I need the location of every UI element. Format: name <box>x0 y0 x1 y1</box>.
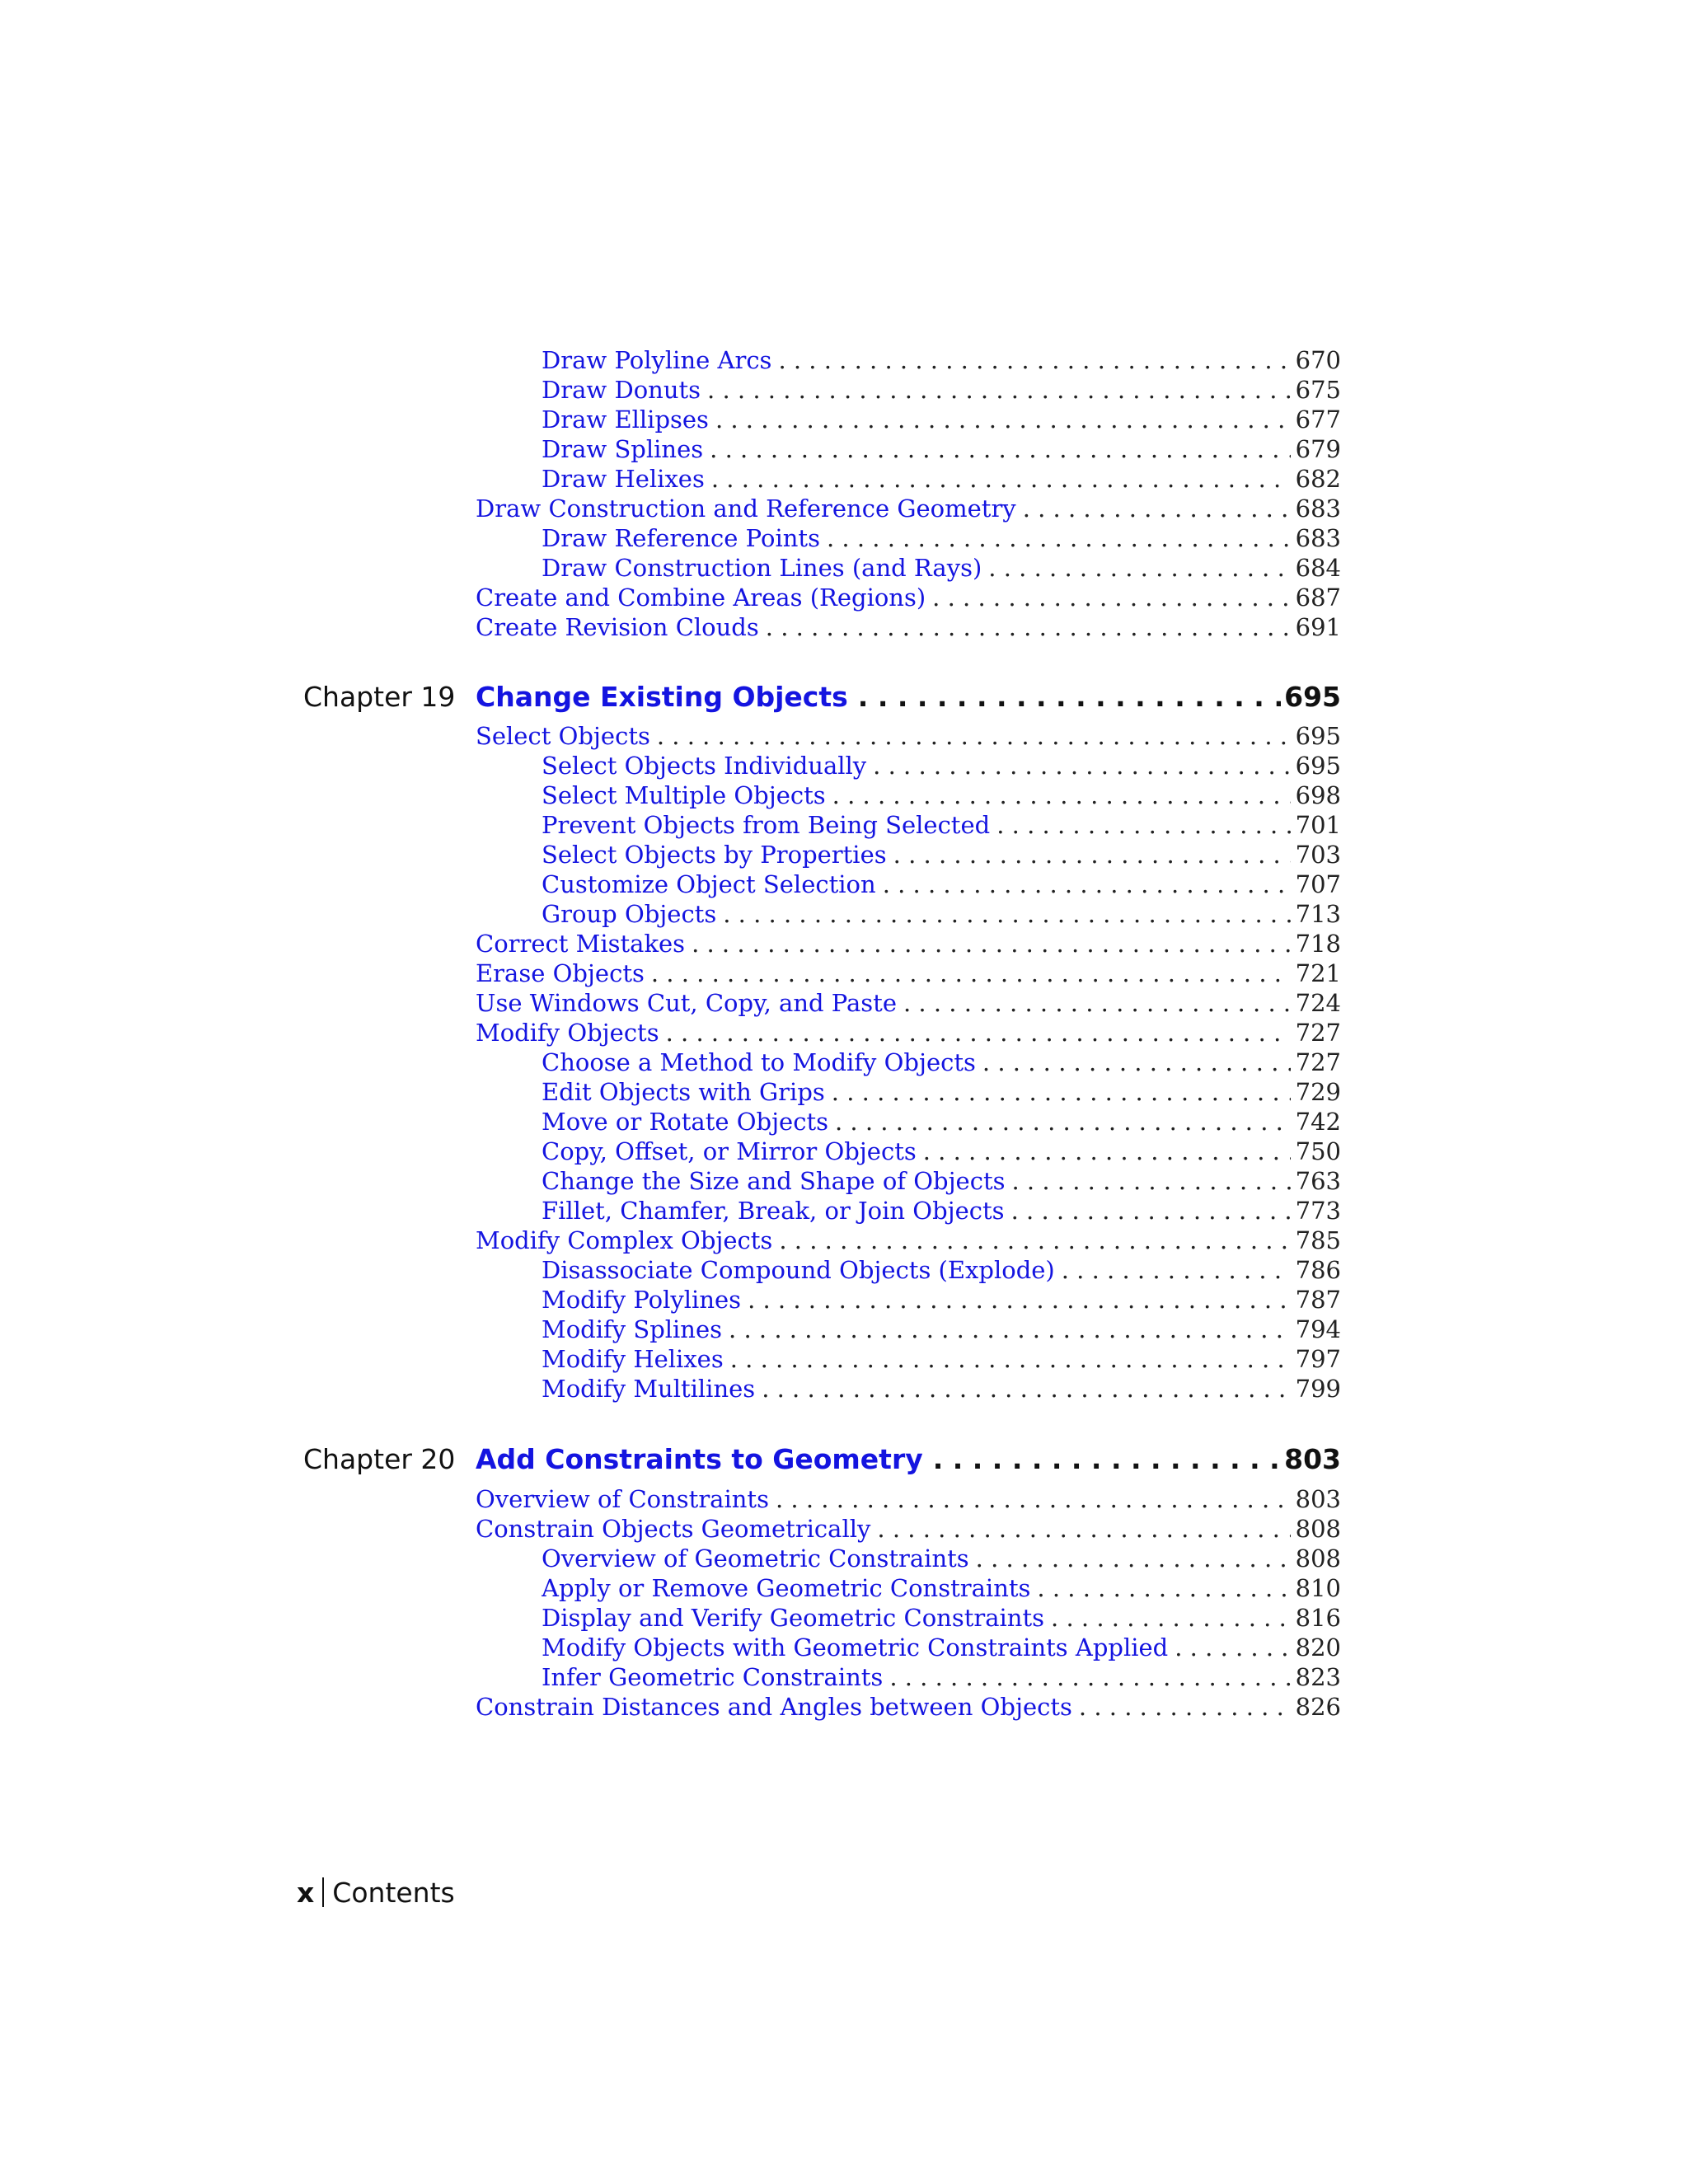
toc-page-number: 684 <box>1295 554 1341 582</box>
toc-entry-title[interactable]: Draw Polyline Arcs <box>542 346 772 374</box>
dot-leader <box>755 1374 1290 1404</box>
toc-entry-title[interactable]: Modify Complex Objects <box>476 1226 773 1254</box>
toc-entry[interactable] <box>542 434 1341 464</box>
dot-leader <box>650 721 1291 751</box>
chapter-title[interactable]: Add Constraints to Geometry <box>476 1443 923 1475</box>
toc-entry-title[interactable]: Use Windows Cut, Copy, and Paste <box>476 989 897 1017</box>
toc-entry-title[interactable]: Infer Geometric Constraints <box>542 1663 884 1691</box>
toc-entry[interactable] <box>542 1166 1341 1196</box>
dot-leader <box>709 405 1291 434</box>
toc-entry[interactable] <box>542 1374 1341 1404</box>
toc-entry-title[interactable]: Disassociate Compound Objects (Explode) <box>542 1256 1055 1284</box>
chapter-title[interactable]: Change Existing Objects <box>476 681 848 713</box>
toc-entry-title[interactable]: Edit Objects with Grips <box>542 1078 825 1106</box>
toc-entry[interactable] <box>542 1285 1341 1315</box>
toc-entry-title[interactable]: Copy, Offset, or Mirror Objects <box>542 1137 917 1165</box>
dot-leader <box>826 780 1291 810</box>
dot-leader <box>825 1077 1291 1107</box>
toc-page-number: 794 <box>1295 1315 1341 1343</box>
toc-entry[interactable] <box>542 780 1341 810</box>
toc-entry-title[interactable]: Choose a Method to Modify Objects <box>542 1048 976 1076</box>
toc-entry-title[interactable]: Modify Polylines <box>542 1286 742 1314</box>
toc-page-number: 823 <box>1295 1663 1341 1691</box>
toc-page-number: 713 <box>1295 900 1341 928</box>
toc-page-number: 721 <box>1295 959 1341 987</box>
dot-leader <box>883 1662 1290 1692</box>
toc-page-number: 682 <box>1295 465 1341 493</box>
toc-page-number: 750 <box>1295 1137 1341 1165</box>
toc-entry-title[interactable]: Draw Splines <box>542 435 704 463</box>
dot-leader <box>722 1315 1291 1344</box>
toc-entry-title[interactable]: Apply or Remove Geometric Constraints <box>542 1574 1031 1602</box>
toc-page-number: 773 <box>1295 1197 1341 1225</box>
dot-leader <box>759 612 1291 642</box>
dot-leader <box>645 958 1291 988</box>
toc-entry-title[interactable]: Erase Objects <box>476 959 645 987</box>
toc-entry[interactable] <box>542 1107 1341 1137</box>
dot-leader <box>1005 1196 1291 1226</box>
toc-entry[interactable] <box>542 1047 1341 1077</box>
toc-page-number: 718 <box>1295 930 1341 958</box>
dot-leader <box>917 1137 1291 1166</box>
toc-entry-title[interactable]: Select Objects Individually <box>542 752 867 780</box>
toc-page-number: 670 <box>1295 346 1341 374</box>
toc-entry[interactable] <box>542 1315 1341 1344</box>
toc-entry[interactable] <box>542 1255 1341 1285</box>
toc-page-number: 797 <box>1295 1345 1341 1373</box>
toc-page-number: 707 <box>1295 870 1341 898</box>
dot-leader <box>828 1107 1291 1137</box>
dot-leader <box>1030 1573 1290 1603</box>
toc-entry-title[interactable]: Modify Splines <box>542 1315 723 1343</box>
toc-page-number: 826 <box>1295 1693 1341 1721</box>
toc-entry-title[interactable]: Display and Verify Geometric Constraints <box>542 1604 1045 1632</box>
toc-page-number: 675 <box>1295 376 1341 404</box>
toc-entry-title[interactable]: Customize Object Selection <box>542 870 876 898</box>
chapter-page-number: 695 <box>1284 681 1341 713</box>
dot-leader <box>724 1344 1291 1374</box>
toc-entry[interactable] <box>542 1137 1341 1166</box>
dot-leader <box>897 988 1291 1018</box>
dot-leader <box>866 751 1290 780</box>
toc-entry[interactable] <box>542 899 1341 929</box>
toc-entry-title[interactable]: Modify Objects with Geometric Constraints Applied <box>542 1633 1169 1661</box>
toc-page-number: 703 <box>1295 841 1341 869</box>
dot-leader <box>990 810 1290 840</box>
toc-entry[interactable] <box>542 1077 1341 1107</box>
toc-page-number: 816 <box>1295 1604 1341 1632</box>
dot-leader <box>705 464 1291 494</box>
toc-page-number: 687 <box>1295 583 1341 612</box>
toc-page-number: 729 <box>1295 1078 1341 1106</box>
toc-entry[interactable] <box>476 958 1341 988</box>
toc-page-number: 691 <box>1295 613 1341 641</box>
toc-entry-title[interactable]: Overview of Geometric Constraints <box>542 1544 969 1572</box>
toc-page-number: 803 <box>1295 1485 1341 1513</box>
toc-entry-title[interactable]: Fillet, Chamfer, Break, or Join Objects <box>542 1197 1005 1225</box>
dot-leader <box>848 679 1281 715</box>
dot-leader <box>772 1226 1290 1255</box>
toc-entry[interactable] <box>476 1018 1341 1047</box>
toc-entry-title[interactable]: Modify Objects <box>476 1019 659 1047</box>
running-footer-label: Contents <box>332 1877 455 1909</box>
toc-entry[interactable] <box>542 523 1341 553</box>
dot-leader <box>716 899 1290 929</box>
toc-page-number: 683 <box>1295 524 1341 552</box>
toc-entry-title[interactable]: Constrain Distances and Angles between Objects <box>476 1693 1072 1721</box>
toc-page-number: 785 <box>1295 1226 1341 1254</box>
dot-leader <box>982 553 1290 583</box>
toc-page-number: 701 <box>1295 811 1341 839</box>
page-footer <box>297 1875 455 1911</box>
toc-entry-title[interactable]: Draw Construction Lines (and Rays) <box>542 554 982 582</box>
dot-leader <box>1044 1603 1291 1633</box>
dot-leader <box>1168 1633 1290 1662</box>
toc-page-number: 763 <box>1295 1167 1341 1195</box>
chapter-label: Chapter 19 <box>303 681 456 713</box>
footer-divider <box>322 1877 324 1907</box>
toc-entry-title[interactable]: Group Objects <box>542 900 717 928</box>
toc-entry[interactable] <box>542 464 1341 494</box>
toc-entry-title[interactable]: Modify Multilines <box>542 1375 756 1403</box>
dot-leader <box>771 345 1290 375</box>
toc-page-number: 695 <box>1295 722 1341 750</box>
toc-entry-title[interactable]: Change the Size and Shape of Objects <box>542 1167 1006 1195</box>
toc-entry-title[interactable]: Move or Rotate Objects <box>542 1108 828 1136</box>
dot-leader <box>1016 494 1291 523</box>
toc-entry[interactable] <box>542 840 1341 869</box>
toc-entry[interactable] <box>476 1514 1341 1544</box>
toc-page-number: 698 <box>1295 781 1341 809</box>
dot-leader <box>820 523 1291 553</box>
chapter-heading[interactable] <box>303 679 1341 715</box>
dot-leader <box>887 840 1291 869</box>
toc-page-number: 683 <box>1295 494 1341 523</box>
toc-entry-title[interactable]: Constrain Objects Geometrically <box>476 1515 871 1543</box>
dot-leader <box>659 1018 1291 1047</box>
toc-entry-title[interactable]: Modify Helixes <box>542 1345 724 1373</box>
dot-leader <box>741 1285 1291 1315</box>
toc-entry[interactable] <box>542 1196 1341 1226</box>
toc-entry-title[interactable]: Select Objects <box>476 722 650 750</box>
toc-page-number: 742 <box>1295 1108 1341 1136</box>
toc-entry-title[interactable]: Draw Reference Points <box>542 524 820 552</box>
dot-leader <box>1055 1255 1291 1285</box>
dot-leader <box>1072 1692 1291 1722</box>
toc-entry[interactable] <box>476 1692 1341 1722</box>
toc-entry[interactable] <box>542 751 1341 780</box>
toc-entry[interactable] <box>542 1603 1341 1633</box>
toc-entry[interactable] <box>542 1633 1341 1662</box>
toc-entry[interactable] <box>542 810 1341 840</box>
chapter-heading[interactable] <box>303 1441 1341 1478</box>
dot-leader <box>703 434 1290 464</box>
dot-leader <box>870 1514 1290 1544</box>
toc-page-number: 727 <box>1295 1048 1341 1076</box>
toc-entry[interactable] <box>542 553 1341 583</box>
toc-entry[interactable] <box>542 375 1341 405</box>
toc-page-number: 677 <box>1295 405 1341 434</box>
toc-page-number: 724 <box>1295 989 1341 1017</box>
chapter-label: Chapter 20 <box>303 1443 456 1475</box>
dot-leader <box>969 1544 1291 1573</box>
toc-entry-title[interactable]: Prevent Objects from Being Selected <box>542 811 991 839</box>
toc-page-number: 787 <box>1295 1286 1341 1314</box>
toc-entry[interactable] <box>476 721 1341 751</box>
toc-entry-title[interactable]: Draw Construction and Reference Geometry <box>476 494 1016 523</box>
dot-leader <box>976 1047 1291 1077</box>
toc-entry-title[interactable]: Create Revision Clouds <box>476 613 759 641</box>
dot-leader <box>876 869 1291 899</box>
toc-entry-title[interactable]: Correct Mistakes <box>476 930 686 958</box>
toc-entry[interactable] <box>542 1344 1341 1374</box>
dot-leader <box>701 375 1291 405</box>
toc-entry[interactable] <box>542 1573 1341 1603</box>
toc-entry-title[interactable]: Select Multiple Objects <box>542 781 826 809</box>
toc-page-number: 727 <box>1295 1019 1341 1047</box>
toc-page-number: 786 <box>1295 1256 1341 1284</box>
toc-page-number: 820 <box>1295 1633 1341 1661</box>
toc-entry[interactable] <box>542 869 1341 899</box>
toc-entry[interactable] <box>476 929 1341 958</box>
toc-page-number: 810 <box>1295 1574 1341 1602</box>
toc-page-number: 695 <box>1295 752 1341 780</box>
toc-entry[interactable] <box>542 405 1341 434</box>
toc-entry-title[interactable]: Draw Ellipses <box>542 405 709 434</box>
dot-leader <box>926 583 1290 612</box>
toc-entry[interactable] <box>476 583 1341 612</box>
page-folio: x <box>297 1877 315 1909</box>
toc-entry-title[interactable]: Overview of Constraints <box>476 1485 769 1513</box>
dot-leader <box>923 1441 1281 1478</box>
dot-leader <box>769 1484 1291 1514</box>
toc-entry[interactable] <box>476 1226 1341 1255</box>
toc-entry[interactable] <box>476 612 1341 642</box>
toc-entry[interactable] <box>476 988 1341 1018</box>
toc-page-number: 799 <box>1295 1375 1341 1403</box>
toc-entry[interactable] <box>542 345 1341 375</box>
chapter-page-number: 803 <box>1284 1443 1341 1475</box>
toc-entry-title[interactable]: Select Objects by Properties <box>542 841 887 869</box>
dot-leader <box>685 929 1291 958</box>
toc-page-number: 679 <box>1295 435 1341 463</box>
toc-entry[interactable] <box>476 494 1341 523</box>
toc-entry-title[interactable]: Draw Helixes <box>542 465 705 493</box>
dot-leader <box>1006 1166 1291 1196</box>
toc-entry[interactable] <box>542 1544 1341 1573</box>
toc-entry-title[interactable]: Create and Combine Areas (Regions) <box>476 583 926 612</box>
toc-page-number: 808 <box>1295 1515 1341 1543</box>
toc-entry-title[interactable]: Draw Donuts <box>542 376 701 404</box>
toc-entry[interactable] <box>542 1662 1341 1692</box>
toc-entry[interactable] <box>476 1484 1341 1514</box>
toc-page-number: 808 <box>1295 1544 1341 1572</box>
